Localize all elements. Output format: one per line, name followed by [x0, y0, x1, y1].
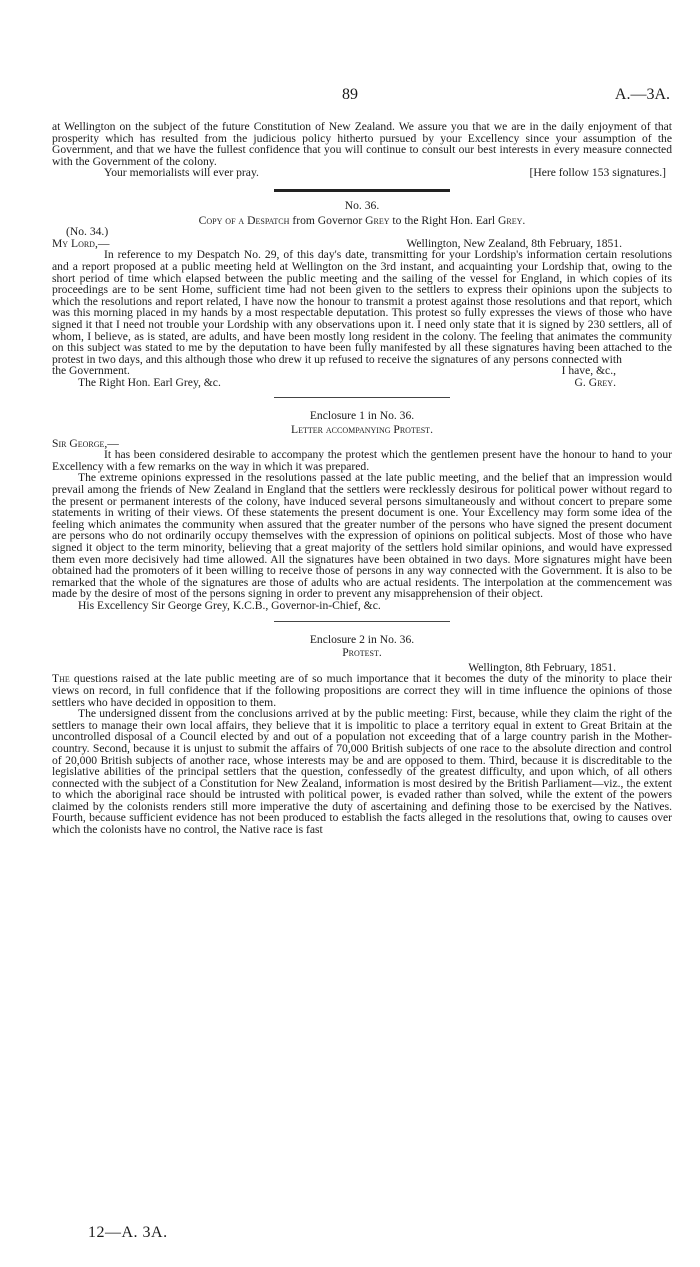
enclosure2-para2: The undersigned dissent from the conclusions arrived at by the public meeting: First, because, while they claim the right of the settlers to manage their own local affairs, they believe that it is impolitic to place a territory equal in extent to Great Britain at the uncontrolled disposal of a Council elected by and out of a population not exceeding that of a large country parish in the Mother-country. Second, because it is unjust to submit the affairs of 70,000 British subjects of one race to the absolute direction and control of 20,000 British subjects of another race, whose interests may be and are opposed to them. Third, because it is discreditable to the legislative abilities of the principal settlers that the question, confessedly of the greatest difficulty, and upon which, of all others connected with the subject of a Constitution for New Zealand, information is most desired by the British Parliament—viz., the extent to which the aboriginal race should be intrusted with political power, is evaded rather than solved, while the extent of the powers claimed by the colonists renders still more imperative the duty of ascertaining and defining those to be exercised by the Natives. Fourth, because sufficient evidence has not been produced to establish the facts alleged in the resolutions that, owing to causes over which the colonists have no control, the Native race is fast [52, 707, 672, 837]
despatch-body: In reference to my Despatch No. 29, of this day's date, transmitting for your Lordship's information certain resolutions and a report proposed at a public meeting held at Wellington on the 3rd instant, and acquainting your Lordship that, owing to the short period of time which elapsed between the public meeting and the sailing of the vessel for England, in which copies of its proceedings are to be sent Home, sufficient time had not been given to the settlers to express their opinions upon the subjects to which the resolutions and report related, I have now the honour to transmit a protest against those resolutions and that report, which was this morning placed in my hands by a most respectable deputation. This protest so fully expresses the views of those who have signed it that I need not trouble your Lordship with any observations upon it. I need only state that it is signed by 230 settlers, all of whom, I believe, as is stated, are adults, and have been mostly long resident in the colony. The feeling that animates the community on this subject was stated to me by the deputation to have been fully manifested by all these signatures having been attached to the protest in two days, and this although those who drew it up refused to receive the signatures of any persons connected with [52, 248, 672, 366]
enclosure1-addressee: His Excellency Sir George Grey, K.C.B., Governor-in-Chief, &c. [78, 598, 381, 612]
enclosure2-subheading: Protest. [342, 646, 382, 660]
enclosure2-heading: Enclosure 2 in No. 36. [309, 632, 415, 646]
despatch-signoff: G. Grey. [574, 375, 616, 389]
page-content [52, 121, 672, 836]
despatch-salutation: My Lord,— [52, 236, 110, 250]
despatch-number: No. 36. [344, 198, 380, 212]
enclosure1-salutation: Sir George,— [52, 436, 119, 450]
despatch-ref-no: (No. 34.) [66, 225, 109, 239]
despatch-title-grey: Grey [365, 213, 390, 227]
memorial-closing: Your memorialists will ever pray. [104, 166, 259, 180]
despatch-last-line: the Government. [52, 364, 130, 378]
despatch-title-mid: from Governor [292, 213, 363, 227]
despatch-title-grey2: Grey. [498, 213, 526, 227]
despatch-place-date: Wellington, New Zealand, 8th February, 1851. [406, 236, 622, 250]
section-divider-1 [274, 397, 450, 398]
despatch-title [52, 215, 672, 227]
page-header [0, 86, 700, 110]
despatch-title-word: Despatch [247, 213, 290, 227]
section-divider-2 [274, 621, 450, 622]
enclosure1-para2: The extreme opinions expressed in the resolutions passed at the late public meeting, and the belief that an impression would prevail among the friends of New Zealand in England that the settlers were recklessly desirous for political power without regard to the present or permanent interests of the colony, have induced several persons simultaneously and without concert to prepare some statements in writing of their views. Of these statements the present document is one. Your Excellency may form some idea of the feeling which animates the community when assured that the greater number of the persons who have signed the present document are persons who do not ordinarily occupy themselves with the expression of opinions on political subjects. Most of those who have signed it object to the term minority, believing that a great majority of the settlers hold similar opinions, and would have expressed them even more decisively had time allowed. All the signatures have been obtained in two days. More signatures might have been obtained had the promoters of it been willing to receive those of persons in any way connected with the Government. It is also to be remarked that the whole of the signatures are those of adults who are actual residents. The interpolation at the commencement was made by the desire of most of the persons signing in order to prevent any misapprehension of their object. [52, 471, 672, 601]
despatch-signoff-row [52, 377, 672, 389]
enclosure1-para1: It has been considered desirable to accompany the protest which the gentlemen present have the honour to hand to your Excellency with a few remarks on the way in which it was prepared. [52, 448, 672, 473]
page-number: 89 [342, 86, 358, 103]
despatch-addressee: The Right Hon. Earl Grey, &c. [78, 375, 221, 389]
despatch-title-prefix: Copy of a [198, 213, 245, 227]
enclosure2-place-date: Wellington, 8th February, 1851. [468, 660, 616, 674]
despatch-have-line: I have, &c., [561, 364, 616, 378]
memorial-closing-row [52, 167, 672, 179]
section-divider-thick [274, 189, 450, 192]
enclosure2-para1 [52, 673, 672, 708]
enclosure1-subheading: Letter accompanying Protest. [291, 423, 433, 437]
enclosure2-lead-word: The [52, 672, 70, 686]
enclosure2-para1-text: questions raised at the late public meeting are of so much importance that it becomes the duty of the minority to place their views on record, in full confidence that if the following propositions are correct they will in time influence the opinions of those settlers who have decided in opposition to them. [52, 672, 672, 709]
signature-mark: 12—A. 3A. [88, 1224, 168, 1241]
enclosure1-heading: Enclosure 1 in No. 36. [309, 409, 415, 423]
memorial-text: at Wellington on the subject of the future Constitution of New Zealand. We assure you that we are in the daily enjoyment of that prosperity which has resulted from the judicious policy hitherto pursued by your Excellency since your assumption of the Government, and that we have the fullest confidence that you will continue to consult our best interests in every measure connected with the Government of the colony. [52, 120, 672, 168]
despatch-title-to: to the Right Hon. Earl [392, 213, 496, 227]
signatures-note: [Here follow 153 signatures.] [529, 166, 666, 180]
document-reference: A.—3A. [614, 86, 670, 103]
